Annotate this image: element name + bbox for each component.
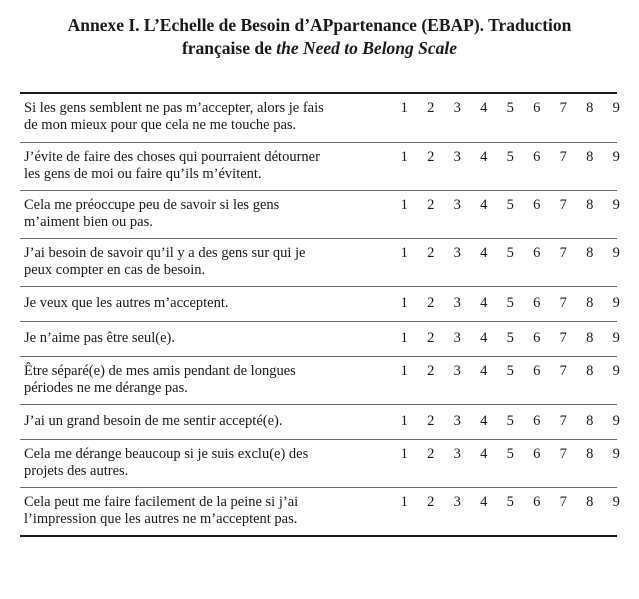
table-row — [20, 94, 620, 142]
title-line-2 — [182, 38, 457, 58]
table-row — [20, 404, 620, 439]
item-text-line: J’évite de faire des choses qui pourraient détourner — [24, 149, 320, 165]
item-text — [24, 494, 379, 528]
scale-point: 2 — [427, 149, 435, 165]
item-text-line: Être séparé(e) de mes amis pendant de longues — [24, 363, 296, 379]
title-line-2-italic: the Need to Belong Scale — [276, 38, 458, 58]
scale-point: 2 — [427, 330, 435, 346]
scale-point: 2 — [427, 363, 435, 379]
scale-point: 3 — [453, 446, 461, 462]
item-text — [24, 149, 379, 183]
scale-point: 7 — [559, 295, 567, 311]
item-text-line: J’ai un grand besoin de me sentir accepté(e). — [24, 413, 283, 429]
scale-point: 3 — [453, 245, 461, 261]
scale-point: 8 — [586, 494, 594, 510]
scale-point: 1 — [400, 413, 408, 429]
scale-point: 7 — [559, 100, 567, 116]
scale-point: 2 — [427, 413, 435, 429]
scale-point: 6 — [533, 100, 541, 116]
item-text-line: Si les gens semblent ne pas m’accepter, alors je fais — [24, 100, 324, 116]
scale-point: 1 — [400, 363, 408, 379]
item-text-line: les gens de moi ou faire qu’ils m’évitent. — [24, 166, 262, 182]
scale-point: 6 — [533, 330, 541, 346]
scale-point: 3 — [453, 197, 461, 213]
scale-point: 1 — [400, 330, 408, 346]
scale-point: 1 — [400, 494, 408, 510]
rating-scale — [379, 149, 630, 166]
scale-point: 3 — [453, 330, 461, 346]
scale-point: 6 — [533, 413, 541, 429]
item-text — [24, 413, 379, 430]
scale-point: 4 — [480, 197, 488, 213]
table-row — [20, 321, 620, 356]
scale-point: 3 — [453, 295, 461, 311]
scale-point: 7 — [559, 413, 567, 429]
scale-point: 8 — [586, 330, 594, 346]
rating-scale — [379, 446, 630, 463]
scale-point: 5 — [506, 494, 514, 510]
item-text — [24, 100, 379, 134]
table-row — [20, 356, 620, 404]
table-row — [20, 142, 620, 190]
rating-scale — [379, 494, 630, 511]
scale-point: 2 — [427, 295, 435, 311]
scale-point: 1 — [400, 100, 408, 116]
scale-point: 8 — [586, 245, 594, 261]
rating-scale — [379, 100, 630, 117]
scale-point: 5 — [506, 363, 514, 379]
scale-point: 4 — [480, 363, 488, 379]
scale-point: 8 — [586, 149, 594, 165]
scale-point: 2 — [427, 446, 435, 462]
rating-scale — [379, 413, 630, 430]
annex-title — [14, 14, 625, 60]
scale-point: 5 — [506, 100, 514, 116]
scale-point: 8 — [586, 197, 594, 213]
scale-point: 1 — [400, 149, 408, 165]
scale-point: 2 — [427, 245, 435, 261]
scale-point: 8 — [586, 363, 594, 379]
scale-point: 5 — [506, 295, 514, 311]
title-line-2-prefix: française de — [181, 38, 277, 58]
item-text-line: projets des autres. — [24, 463, 129, 479]
scale-point: 7 — [559, 245, 567, 261]
scale-point: 4 — [480, 245, 488, 261]
item-text — [24, 330, 379, 347]
scale-point: 9 — [612, 197, 620, 213]
scale-point: 7 — [559, 149, 567, 165]
item-text-line: Je veux que les autres m’acceptent. — [24, 295, 229, 311]
scale-point: 2 — [427, 197, 435, 213]
scale-point: 7 — [559, 197, 567, 213]
scale-point: 9 — [612, 295, 620, 311]
item-text-line: de mon mieux pour que cela ne me touche pas. — [24, 117, 297, 133]
item-text-line: m’aiment bien ou pas. — [24, 214, 153, 230]
title-line-1: Annexe I. L’Echelle de Besoin d’APpartenance (EBAP). Traduction — [67, 15, 572, 35]
scale-point: 6 — [533, 295, 541, 311]
scale-point: 9 — [612, 330, 620, 346]
scale-point: 3 — [453, 149, 461, 165]
scale-point: 8 — [586, 446, 594, 462]
scale-point: 2 — [427, 494, 435, 510]
item-text — [24, 446, 379, 480]
table-row — [20, 286, 620, 321]
scale-point: 9 — [612, 100, 620, 116]
item-text — [24, 363, 379, 397]
scale-point: 8 — [586, 100, 594, 116]
scale-point: 4 — [480, 100, 488, 116]
scale-point: 5 — [506, 149, 514, 165]
scale-point: 8 — [586, 413, 594, 429]
scale-point: 9 — [612, 245, 620, 261]
item-text-line: Je n’aime pas être seul(e). — [24, 330, 175, 346]
scale-point: 6 — [533, 149, 541, 165]
scale-point: 4 — [480, 494, 488, 510]
scale-point: 6 — [533, 446, 541, 462]
scale-point: 5 — [506, 413, 514, 429]
scale-point: 9 — [612, 363, 620, 379]
item-text-line: J’ai besoin de savoir qu’il y a des gens sur qui je — [24, 245, 306, 261]
scale-point: 1 — [400, 446, 408, 462]
scale-items-table — [20, 92, 620, 537]
scale-point: 7 — [559, 330, 567, 346]
table-row — [20, 190, 620, 238]
scale-point: 5 — [506, 245, 514, 261]
table-row — [20, 487, 620, 535]
item-text — [24, 197, 379, 231]
rating-scale — [379, 295, 630, 312]
scale-point: 6 — [533, 197, 541, 213]
scale-point: 3 — [453, 494, 461, 510]
scale-point: 4 — [480, 149, 488, 165]
rating-scale — [379, 197, 630, 214]
item-text-line: Cela me dérange beaucoup si je suis exclu(e) des — [24, 446, 309, 462]
scale-point: 4 — [480, 446, 488, 462]
item-text-line: l’impression que les autres ne m’acceptent pas. — [24, 511, 298, 527]
scale-point: 8 — [586, 295, 594, 311]
scale-point: 6 — [533, 245, 541, 261]
scale-point: 7 — [559, 446, 567, 462]
item-text-line: Cela peut me faire facilement de la peine si j’ai — [24, 494, 299, 510]
scale-point: 6 — [533, 363, 541, 379]
table-row — [20, 439, 620, 487]
scale-point: 9 — [612, 446, 620, 462]
scale-point: 6 — [533, 494, 541, 510]
rating-scale — [379, 330, 630, 347]
scale-point: 9 — [612, 413, 620, 429]
scale-point: 7 — [559, 363, 567, 379]
scale-point: 3 — [453, 100, 461, 116]
scale-point: 4 — [480, 413, 488, 429]
scale-point: 4 — [480, 295, 488, 311]
item-text — [24, 295, 379, 312]
scale-point: 1 — [400, 245, 408, 261]
scale-point: 7 — [559, 494, 567, 510]
rating-scale — [379, 245, 630, 262]
scale-point: 3 — [453, 413, 461, 429]
rating-scale — [379, 363, 630, 380]
scale-point: 1 — [400, 295, 408, 311]
table-row — [20, 238, 620, 286]
item-text-line: Cela me préoccupe peu de savoir si les gens — [24, 197, 280, 213]
scale-point: 3 — [453, 363, 461, 379]
scale-point: 5 — [506, 330, 514, 346]
scale-point: 9 — [612, 149, 620, 165]
scale-point: 5 — [506, 446, 514, 462]
scale-point: 4 — [480, 330, 488, 346]
item-text-line: périodes ne me dérange pas. — [24, 380, 188, 396]
item-text — [24, 245, 379, 279]
scale-point: 5 — [506, 197, 514, 213]
scale-point: 9 — [612, 494, 620, 510]
item-text-line: peux compter en cas de besoin. — [24, 262, 206, 278]
scale-point: 2 — [427, 100, 435, 116]
scale-point: 1 — [400, 197, 408, 213]
